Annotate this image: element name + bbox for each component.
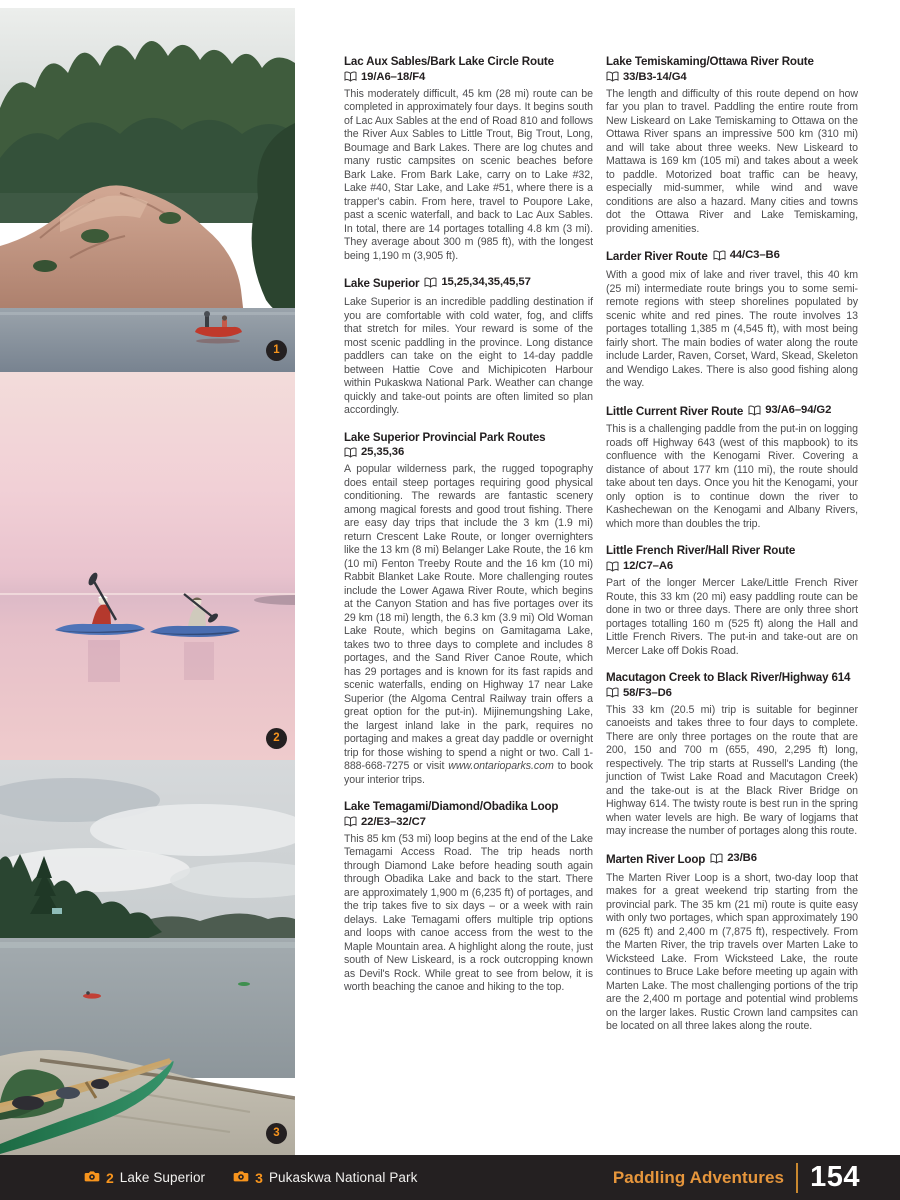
route-description: This moderately difficult, 45 km (28 mi) route can be completed in approximately four days. It begins south of Lac Aux Sables at the end of Road 810 and follows the River Aux Sables to Little Trout, Big Trout, Long, Boumage and Bark Lakes. There are log chutes and many rustic campsites on scenic beaches before Bark Lake. From Bark Lake, carry on to Lake #32, Lake #40, Star Lake, and Lake #51, where there is a trapper's cabin. From here, travel to Poupore Lake, past a scenic waterfall, and back to Lac Aux Sables. In total, there are 14 portages totalling 4.8 km (3 mi). They average about 300 m (985 ft), with the longest being 1,190 m (3,905 ft). xyxy=(344,87,593,262)
map-reference-text: 12/C7–A6 xyxy=(623,560,674,572)
map-reference xyxy=(424,276,530,289)
credit-number: 2 xyxy=(106,1169,114,1186)
route-article xyxy=(344,800,593,995)
map-book-icon xyxy=(748,405,761,416)
page-number-divider xyxy=(796,1163,798,1193)
credit-number: 3 xyxy=(255,1169,263,1186)
map-book-icon xyxy=(606,687,619,698)
route-description: This 33 km (20.5 mi) trip is suitable for beginner canoeists and takes three to four days to complete. There are only three portages on the route that are 200, 150 and 700 m (655, 490, 2,295 ft) long, respectively. The trip starts at Russell's Landing (the junction of Twist Lake Road and Macutagon Creek) and the take-out is at the Black River Bridge on Highway 614. The twisty route is best run in the spring when water levels are high. Be wary of logjams that may increase the number of portages along this route. xyxy=(606,703,858,838)
map-reference xyxy=(713,249,780,262)
photo-cliffs-canoe xyxy=(0,8,295,372)
section-title: Paddling Adventures xyxy=(612,1167,785,1187)
route-title: Lake Superior 15,25,34,35,45,57 xyxy=(344,276,531,291)
page-footer xyxy=(0,1155,900,1200)
photo-number-badge: 2 xyxy=(266,728,287,749)
route-description: Part of the longer Mercer Lake/Little French River Route, this 33 km (20 mi) easy paddling route can be done in two or three days. There are only three short portages totalling 160 m (525 ft) along the Hall and Little French Rivers. The put-in and take-out are on Mercer Lake off Dokis Road. xyxy=(606,577,858,657)
map-reference xyxy=(748,404,831,417)
route-article xyxy=(606,249,858,390)
route-description: The Marten River Loop is a short, two-day loop that makes for a great weekend trip starting from the provincial park. The 35 km (21 mi) route is quite easy with only two portages, which span approximately 190 m (625 ft) and 2,400 m (7,875 ft), respectively. From the Marten River, the trip travels over Marten Lake to Wicksteed Lake. From Wicksteed Lake, the route continues to Bruce Lake before meeting up again with Marten Lake. The most challenging portions of the trip are the 2,400 m portage and potential wind problems on the larger lakes. Rustic Crown land campsites can be located on all three lakes along the route. xyxy=(606,871,858,1032)
route-article xyxy=(606,852,858,1034)
route-title: Little Current River Route 93/A6–94/G2 xyxy=(606,403,832,418)
route-title: Lac Aux Sables/Bark Lake Circle Route xyxy=(344,55,554,68)
photo-credit xyxy=(84,1169,205,1187)
map-reference-text: 44/C3–B6 xyxy=(729,249,780,262)
camera-icon xyxy=(233,1169,249,1187)
photo-credit xyxy=(233,1169,417,1187)
article-column-right xyxy=(606,55,858,1047)
photo-green-canoe-beach xyxy=(0,760,295,1155)
route-title: Little French River/Hall River Route xyxy=(606,544,796,558)
camera-icon xyxy=(84,1169,100,1187)
photo-number-badge: 1 xyxy=(266,340,287,361)
map-book-icon xyxy=(713,250,726,261)
route-description: A popular wilderness park, the rugged topography does entail steep portages requiring good physical conditioning. The rewards are fantastic scenery among magical forests and good trout fishing. There are easy day trips that include the 3 km (1.9 mi) return Crescent Lake Route, or longer overnighters like the 13 km (8 mi) Belanger Lake Route, the 16 km (10 mi) Fenton Treeby Route and the 16 km (10 mi) Rabbit Blanket Lake Route. More challenging routes include the Lower Agawa River Route, which begins at the Canyon Station and has five portages over its 29 km (18 mi) length, the 6.3 km (3.9 mi) Old Woman Lake Route, which begins on Gamitagama Lake, takes two to three days to complete and includes 8 portages, and the Sand River Canoe Route, which has 29 portages and is known for its fast rapids and scenic waterfalls, ending on Highway 17 near Lake Superior (the Algoma Central Railway train offers a great option for the put-in). Mijinemungshing Lake, the largest inland lake in the park, requires no portaging and makes a great day paddle or overnight trip for those wishing to spend a night or two. Call 1-888-668-7275 or visit www.ontarioparks.com to book your interior trips. xyxy=(344,463,593,786)
map-reference-text: 22/E3–32/C7 xyxy=(361,815,426,828)
route-description: With a good mix of lake and river travel, this 40 km (25 mi) intermediate route brings you to some semi-remote regions with steep shorelines populated by scenic white and red pines. The route involves 13 portages totalling 1,385 m (4,545 ft), with most being fairly short. The main bodies of water along the route include Larder, Raven, Corset, Ward, Skead, Skeleton and Wendigo Lakes. There is also good fishing along the way. xyxy=(606,269,858,389)
page-number: 154 xyxy=(810,1161,860,1193)
map-reference-text: 23/B6 xyxy=(727,851,757,864)
route-description: This is a challenging paddle from the put-in on logging roads off Highway 643 (west of this mapbook) to its confluence with the Kenogami River. Covering a distance of about 177 km (110 mi), the route should take about ten days. Once you hit the Kenogami, your only option is to continue down the river to Kashechewan on the Kenogami and Albany Rivers, which more than doubles the trip. xyxy=(606,423,858,530)
route-article xyxy=(606,544,858,658)
website-url: www.ontarioparks.com xyxy=(448,760,554,773)
map-book-icon xyxy=(606,561,619,572)
photo-kayakers-sunset xyxy=(0,372,295,760)
route-description: This 85 km (53 mi) loop begins at the end of the Lake Temagami Access Road. The trip heads north through Diamond Lake before heading south again through Obadika Lake and back to the start. There are approximately 1,900 m (6,235 ft) of portages, and the trip takes five to six days – or a week with rain delays. Lake Temagami offers multiple trip options and loops with canoe access from the west to the Maple Mountain area. A highlight along the route, just south of New Liskeard, is a rock outcropping known as Devil's Rock. While great to see from below, it is worth beaching the canoe and hiking to the top. xyxy=(344,832,593,994)
credit-label: Lake Superior xyxy=(119,1170,206,1185)
map-book-icon xyxy=(424,277,437,288)
map-book-icon xyxy=(344,816,357,827)
map-reference-text: 33/B3-14/G4 xyxy=(623,70,687,83)
map-reference-text: 19/A6–18/F4 xyxy=(361,70,426,83)
map-reference xyxy=(606,71,858,83)
map-reference-text: 58/F3–D6 xyxy=(623,686,672,699)
map-reference-text: 15,25,34,35,45,57 xyxy=(441,276,531,289)
map-reference xyxy=(344,816,593,828)
route-article xyxy=(344,276,593,417)
route-title: Marten River Loop 23/B6 xyxy=(606,851,757,866)
route-description: Lake Superior is an incredible paddling destination if you are comfortable with cold water, fog, and cliffs that stretch for miles. Your reward is some of the most scenic paddling in the province. Long distance paddlers can take on the eight to 14-day paddle between Hattie Cove and Michipicoten Harbour within Pukaskwa National Park. Weather can change quickly and take-out points are often limited so plan accordingly. xyxy=(344,296,593,416)
route-title: Lake Temiskaming/Ottawa River Route xyxy=(606,55,814,68)
route-title: Lake Temagami/Diamond/Obadika Loop xyxy=(344,800,559,814)
route-article xyxy=(606,671,858,839)
photo-number-badge: 3 xyxy=(266,1123,287,1144)
map-book-icon xyxy=(606,71,619,82)
map-book-icon xyxy=(710,853,723,864)
photo-cliffs-canoe-art xyxy=(0,8,295,372)
map-reference-text: 93/A6–94/G2 xyxy=(765,403,832,416)
route-article xyxy=(344,55,593,263)
map-reference xyxy=(710,852,757,865)
map-book-icon xyxy=(344,71,357,82)
map-book-icon xyxy=(344,447,357,458)
photo-kayakers-art xyxy=(0,372,295,760)
route-title: Lake Superior Provincial Park Routes xyxy=(344,430,546,444)
map-reference-text: 25,35,36 xyxy=(361,446,405,459)
route-title: Macutagon Creek to Black River/Highway 614 xyxy=(606,671,851,684)
photo-column xyxy=(0,8,295,1155)
route-article xyxy=(606,55,858,236)
credit-label: Pukaskwa National Park xyxy=(268,1170,418,1185)
article-column-left xyxy=(344,55,593,1008)
route-article xyxy=(606,404,858,532)
route-description: The length and difficulty of this route depend on how far you plan to travel. Paddling the entire route from New Liskeard on Lake Temiskaming to Ottawa on the Ottawa River spans an impressive 500 km (310 mi) and will take about three weeks. New Liskeard to Mattawa is 169 km (105 mi) and takes about a week to paddle. Motorized boat traffic can be heavy, especially mid-summer, while wind and wave conditions are also a hazard. Many cities and towns dot the Ottawa River and Lake Temiskaming, providing amenities. xyxy=(606,87,858,235)
map-reference xyxy=(606,560,858,572)
map-reference xyxy=(344,446,593,458)
map-reference xyxy=(344,71,593,83)
route-title: Larder River Route 44/C3–B6 xyxy=(606,249,780,264)
photo-green-canoe-art xyxy=(0,760,295,1155)
photo-credits xyxy=(84,1169,417,1187)
footer-right xyxy=(613,1161,860,1194)
route-article xyxy=(344,431,593,788)
map-reference xyxy=(606,687,858,699)
